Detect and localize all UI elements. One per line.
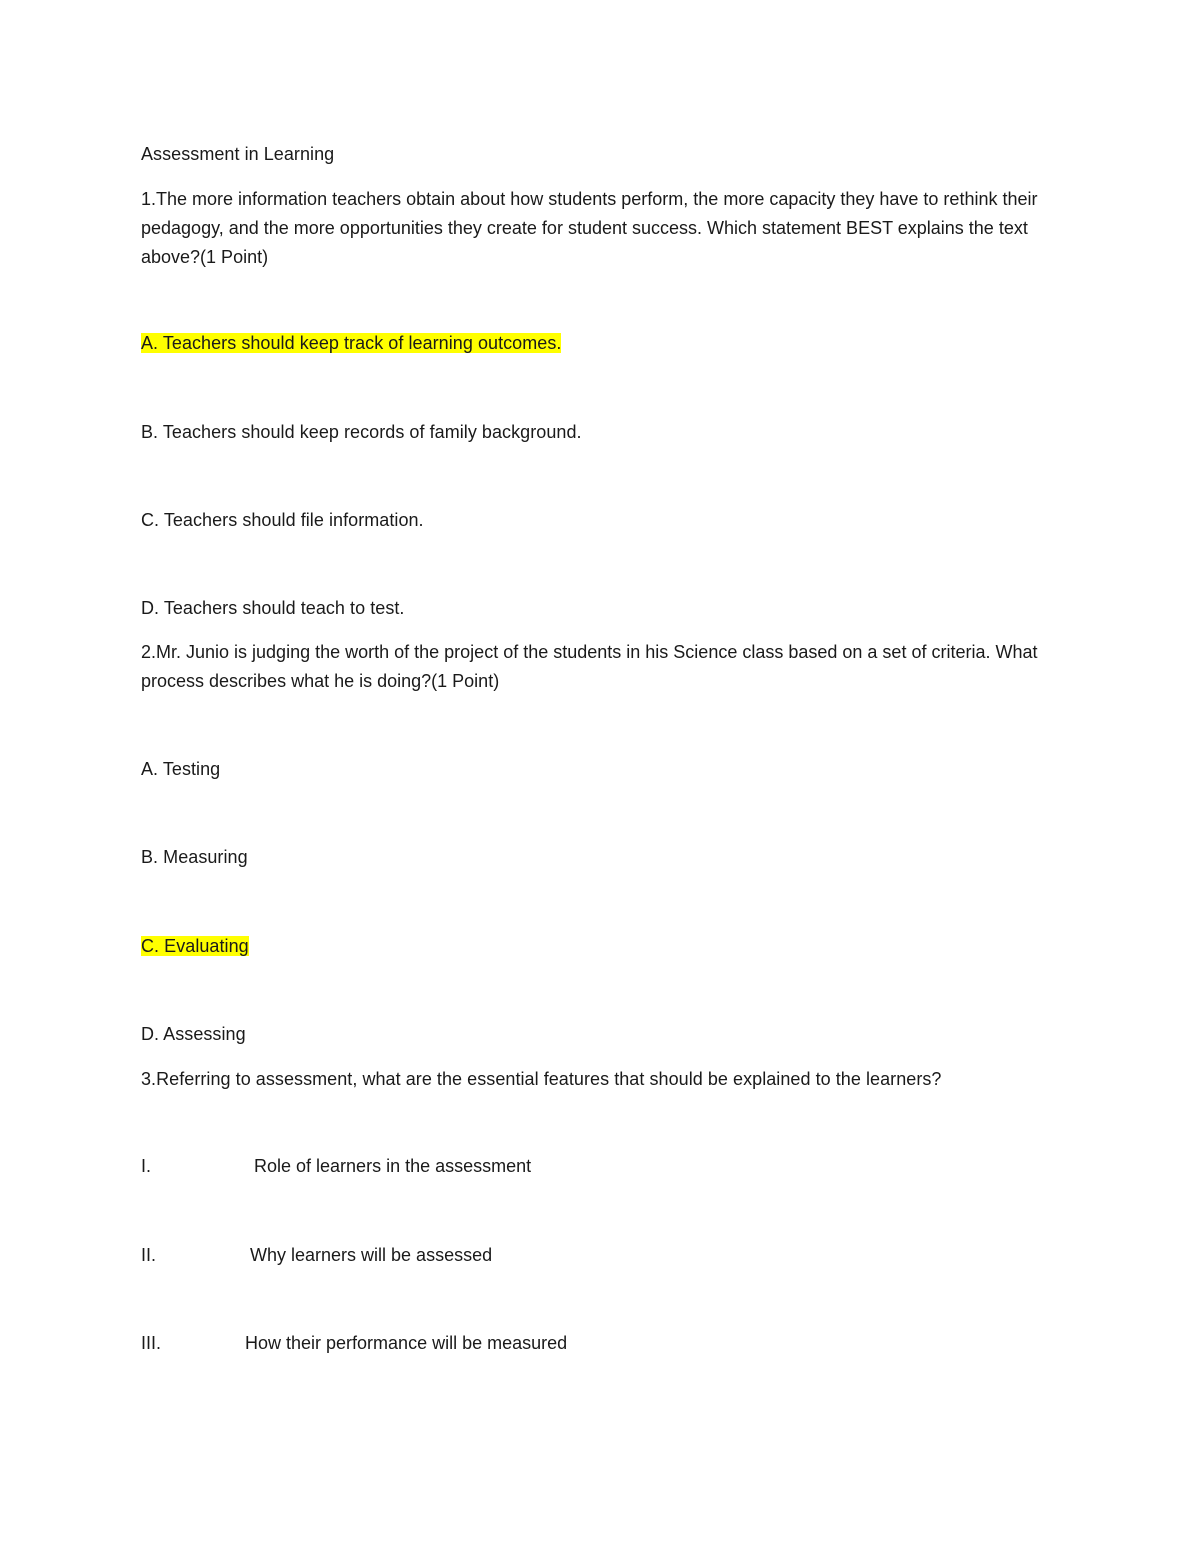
question-2-option-b: B. Measuring [141, 847, 248, 867]
question-2-option-c [141, 932, 249, 961]
question-1-option-b: B. Teachers should keep records of family background. [141, 422, 582, 442]
question-1-option-a [141, 329, 561, 358]
item-1-text: Role of learners in the assessment [254, 1156, 532, 1176]
question-2-option-d: D. Assessing [141, 1024, 246, 1044]
question-1-option-d: D. Teachers should teach to test. [141, 598, 405, 618]
item-1-numeral: I. [141, 1156, 152, 1176]
answer-highlight: C. Evaluating [141, 936, 249, 956]
item-3-text: How their performance will be measured [245, 1333, 568, 1353]
item-2-numeral: II. [141, 1245, 157, 1265]
question-1-prompt: 1.The more information teachers obtain about how students perform, the more capacity they have to rethink their pedagogy, and the more opportunities they create for student success. Which statement BEST explains the text above?(1 Point) [141, 189, 1038, 267]
answer-highlight: A. Teachers should keep track of learning outcomes. [141, 333, 562, 353]
document-title: Assessment in Learning [141, 144, 335, 164]
question-3-prompt: 3.Referring to assessment, what are the essential features that should be explained to the learners? [141, 1069, 942, 1089]
item-3-numeral: III. [141, 1333, 162, 1353]
question-1-option-c: C. Teachers should file information. [141, 510, 424, 530]
item-2-text: Why learners will be assessed [250, 1245, 493, 1265]
question-2-option-a: A. Testing [141, 759, 221, 779]
question-2-prompt: 2.Mr. Junio is judging the worth of the project of the students in his Science class based on a set of criteria. What process describes what he is doing?(1 Point) [141, 642, 1038, 691]
